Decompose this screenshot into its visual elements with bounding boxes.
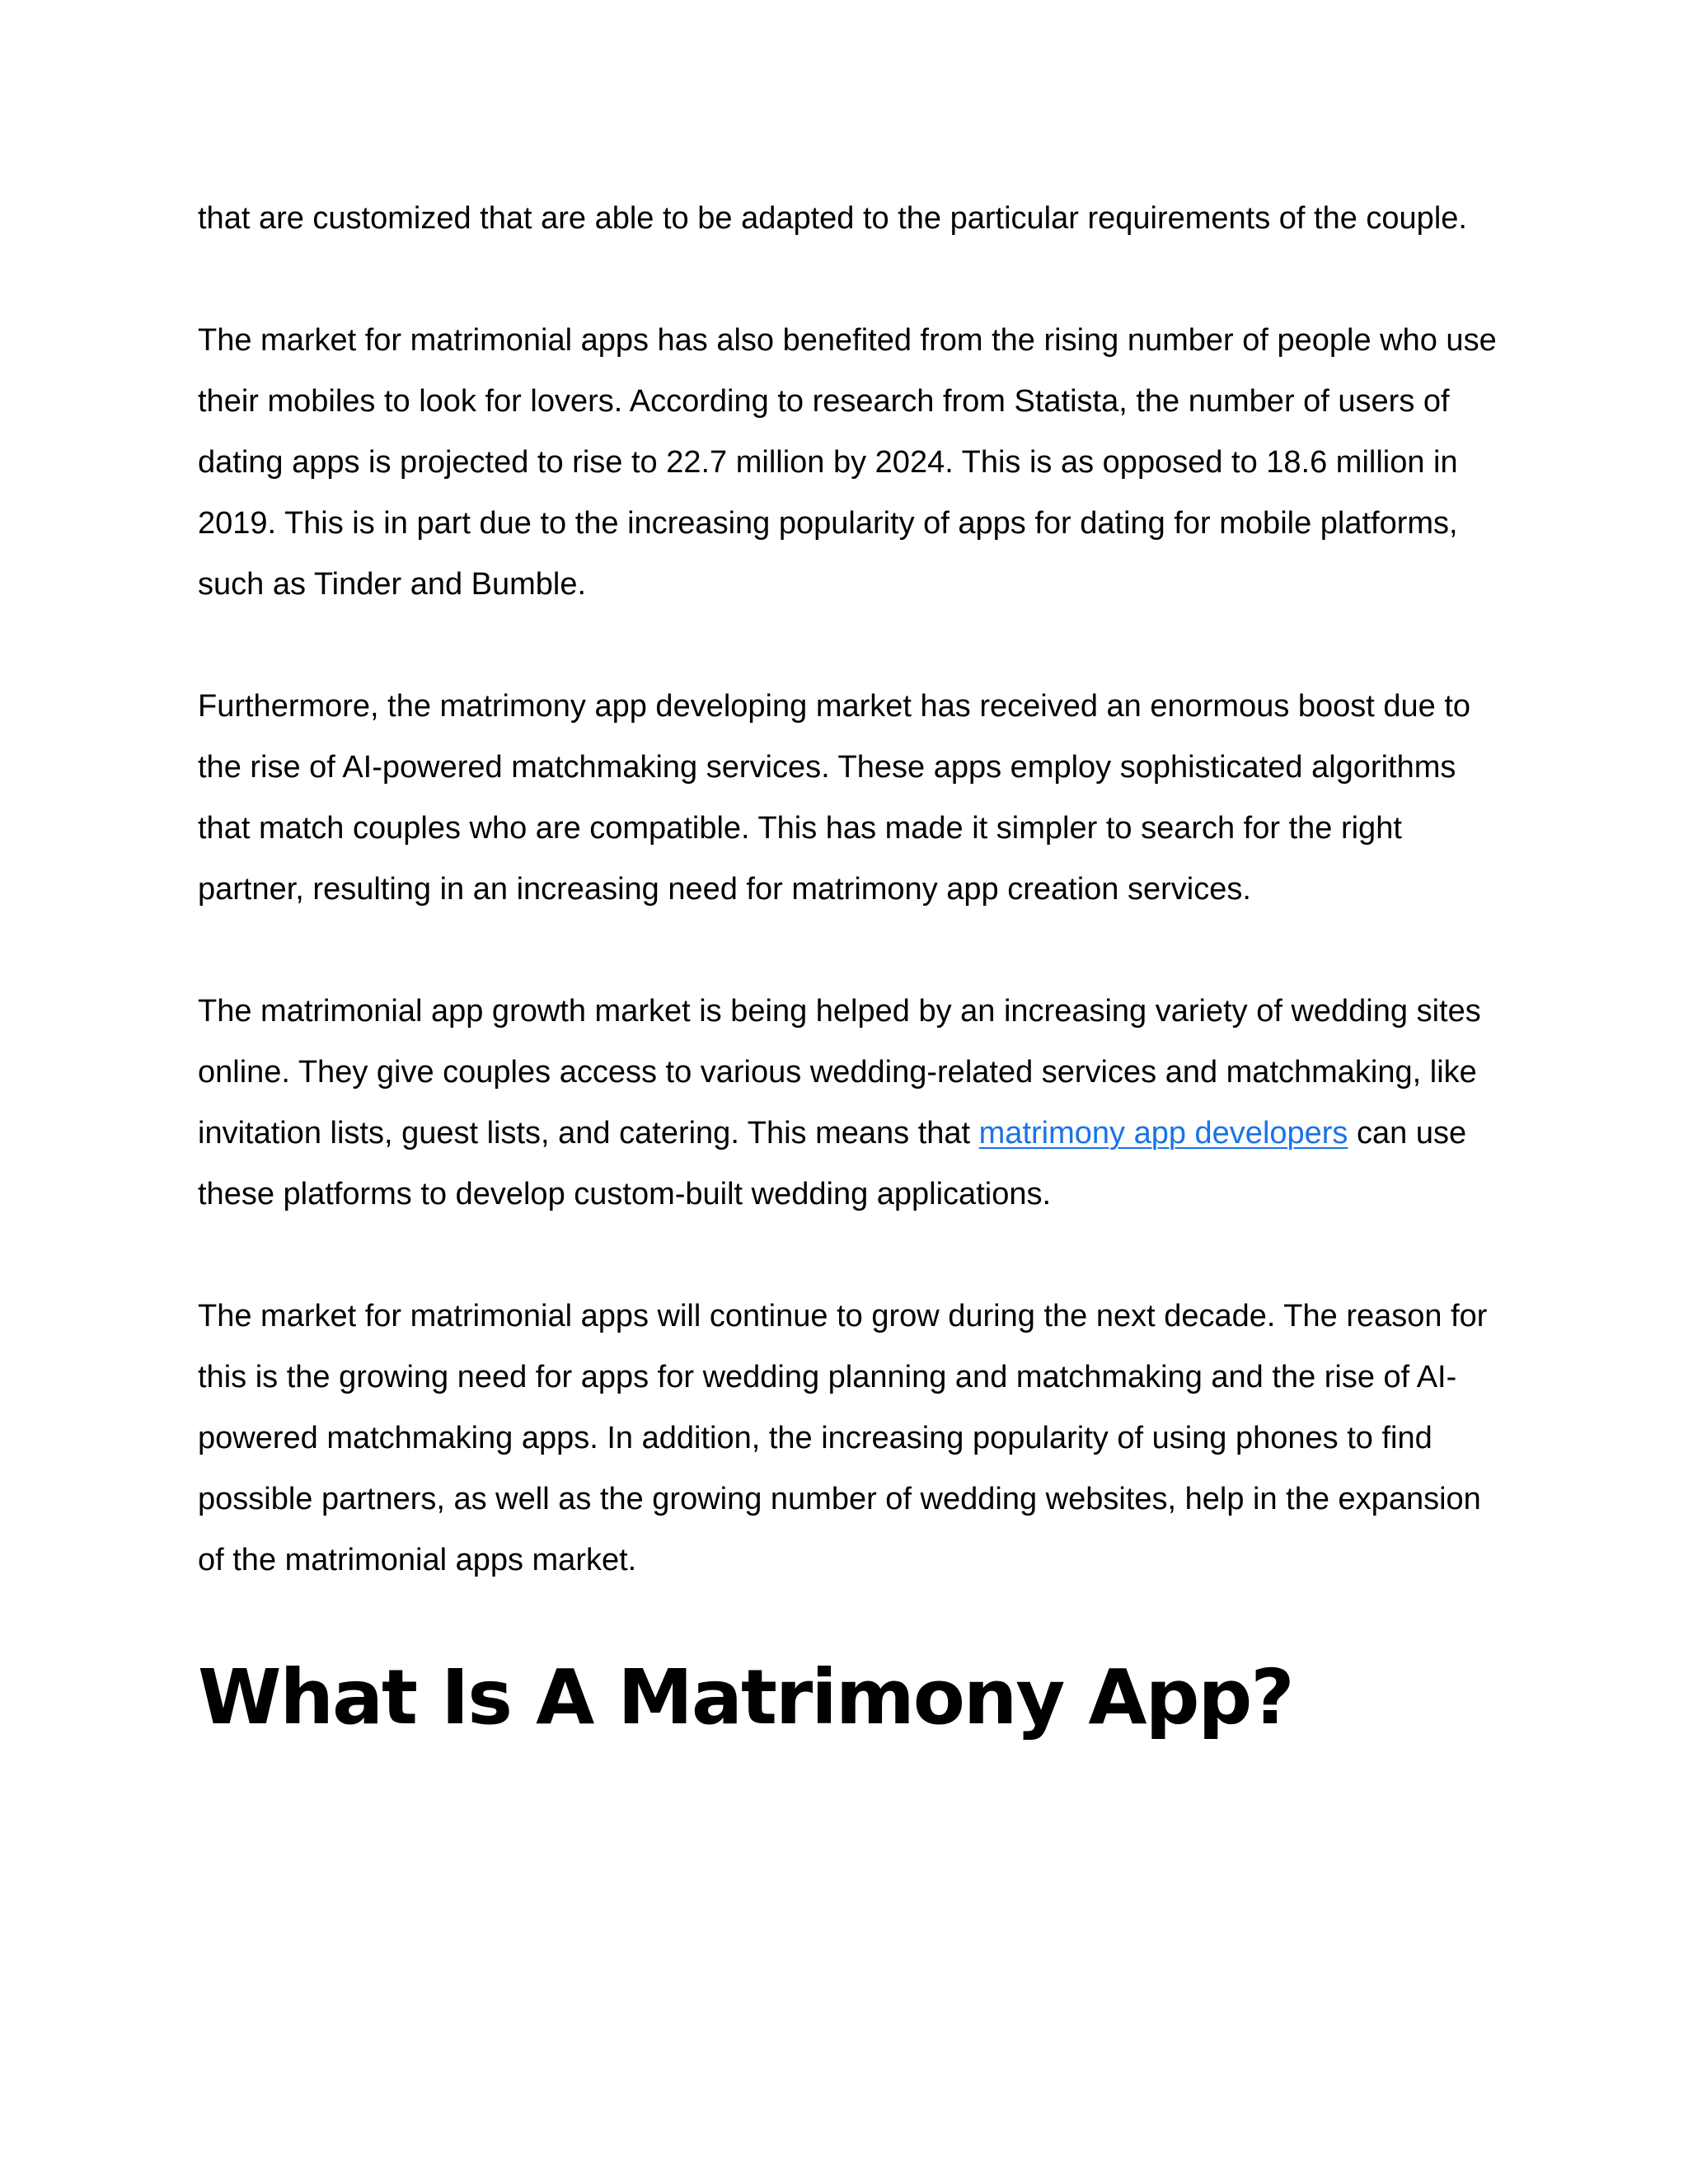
paragraph-ai-matchmaking: Furthermore, the matrimony app developing market has received an enormous boost due to the rise of AI-powered matchmaking services. These apps employ sophisticated algorithms that match couples who are compatible. This has made it simpler to search for the right partner, resulting in an increasing need for matrimony app creation services. xyxy=(198,689,1471,907)
paragraph-text-before-link: The matrimonial app growth market is being helped by an increasing variety of wedding sites online. They give couples access to various wedding-related services and matchmaking, like invitation lists, guest lists, and catering. This means that xyxy=(198,994,1481,1151)
paragraph-customization: that are customized that are able to be adapted to the particular requirements of the couple. xyxy=(198,201,1467,236)
paragraph-text-after-link: can use these platforms to develop custom-built wedding applications. xyxy=(198,1116,1467,1212)
section-heading: What Is A Matrimony App? xyxy=(198,1653,1293,1741)
paragraph-market-growth: The market for matrimonial apps will continue to grow during the next decade. The reason for this is the growing need for apps for wedding planning and matchmaking and the rise of AI-powered matchmaking apps. In addition, the increasing popularity of using phones to find possible partners, as well as the growing number of wedding websites, help in the expansion of the matrimonial apps market. xyxy=(198,1299,1488,1577)
document-body xyxy=(198,188,1500,1744)
paragraph-wedding-sites xyxy=(198,981,1500,1225)
paragraph-mobile-dating: The market for matrimonial apps has also benefited from the rising number of people who use their mobiles to look for lovers. According to research from Statista, the number of users of dating apps is projected to rise to 22.7 million by 2024. This is as opposed to 18.6 million in 2019. This is in part due to the increasing popularity of apps for dating for mobile platforms, such as Tinder and Bumble. xyxy=(198,323,1497,602)
matrimony-app-developers-link[interactable]: matrimony app developers xyxy=(978,1116,1348,1151)
